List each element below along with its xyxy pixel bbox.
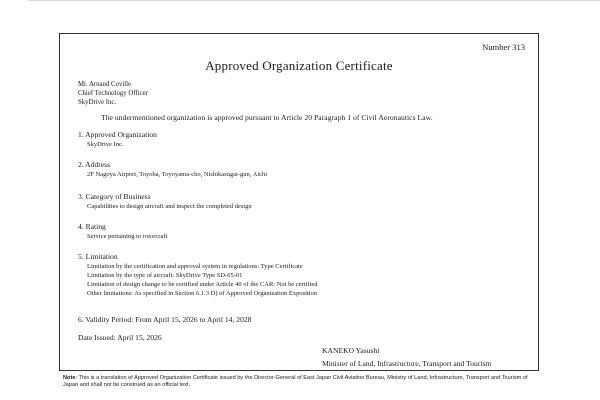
section-line: Limitation by the type of aircraft: SkyDrive Type SD-05-01	[87, 272, 243, 279]
note-label: Note	[63, 375, 76, 381]
section-line: 2F Nagoya Airport, Toyoba, Toyoyama-cho, Nishikasugai-gun, Aichi	[87, 171, 268, 178]
addressee-name: Mr. Arnaud Coville	[78, 81, 132, 88]
approval-statement: The undermentioned organization is approved pursuant to Article 20 Paragraph 1 of Civil Aeronautics Law.	[101, 113, 433, 122]
validity-period: 6. Validity Period: From April 15, 2026 to April 14, 2028	[78, 315, 252, 324]
section-line: Capabilities to design aircraft and inspect the completed design	[87, 203, 252, 210]
date-issued: Date Issued: April 15, 2026	[78, 333, 162, 342]
section-line: Service pertaining to rotorcraft	[87, 233, 168, 240]
section-heading: 3. Category of Business	[78, 192, 151, 201]
section-rating	[78, 222, 167, 241]
certificate-frame	[59, 33, 539, 371]
section-approved-organization	[78, 130, 157, 149]
section-heading: 5. Limitation	[78, 252, 118, 261]
addressee-block	[78, 80, 148, 107]
section-limitation	[78, 252, 318, 298]
signatory-name: KANEKO Yasushi	[322, 346, 380, 355]
addressee-company: SkyDrive Inc.	[78, 99, 117, 106]
section-heading: 2. Address	[78, 160, 111, 169]
certificate-number: Number 313	[482, 42, 525, 52]
section-address	[78, 160, 267, 179]
note-text: : This is a translation of Approved Organization Certificate issued by the Director-General of East Japan Civil Aviation Bureau, Ministry of Land, Infrastructure, Transport and Tourism of Japan and shall not be construed as an official text.	[63, 375, 528, 388]
addressee-position: Chief Technology Officer	[78, 90, 148, 97]
section-category-of-business	[78, 192, 252, 211]
signatory-title: Minister of Land, Infrastructure, Transport and Tourism	[322, 359, 492, 368]
section-line: Limitation of design change to be certified under Article 40 of the CAR: Not be certified	[87, 281, 318, 288]
section-heading: 4. Rating	[78, 222, 106, 231]
top-divider	[28, 0, 600, 1]
section-line: Limitation by the certification and approval system in regulations: Type Certificate	[87, 263, 303, 270]
certificate-title: Approved Organization Certificate	[205, 58, 393, 73]
section-heading: 1. Approved Organization	[78, 130, 157, 139]
translation-note	[63, 375, 543, 389]
section-line: SkyDrive Inc.	[87, 141, 124, 148]
signatory-block	[322, 344, 491, 370]
section-line: Other limitations: As specified in Section 6.1.3 D) of Approved Organization Exposition	[87, 290, 318, 297]
